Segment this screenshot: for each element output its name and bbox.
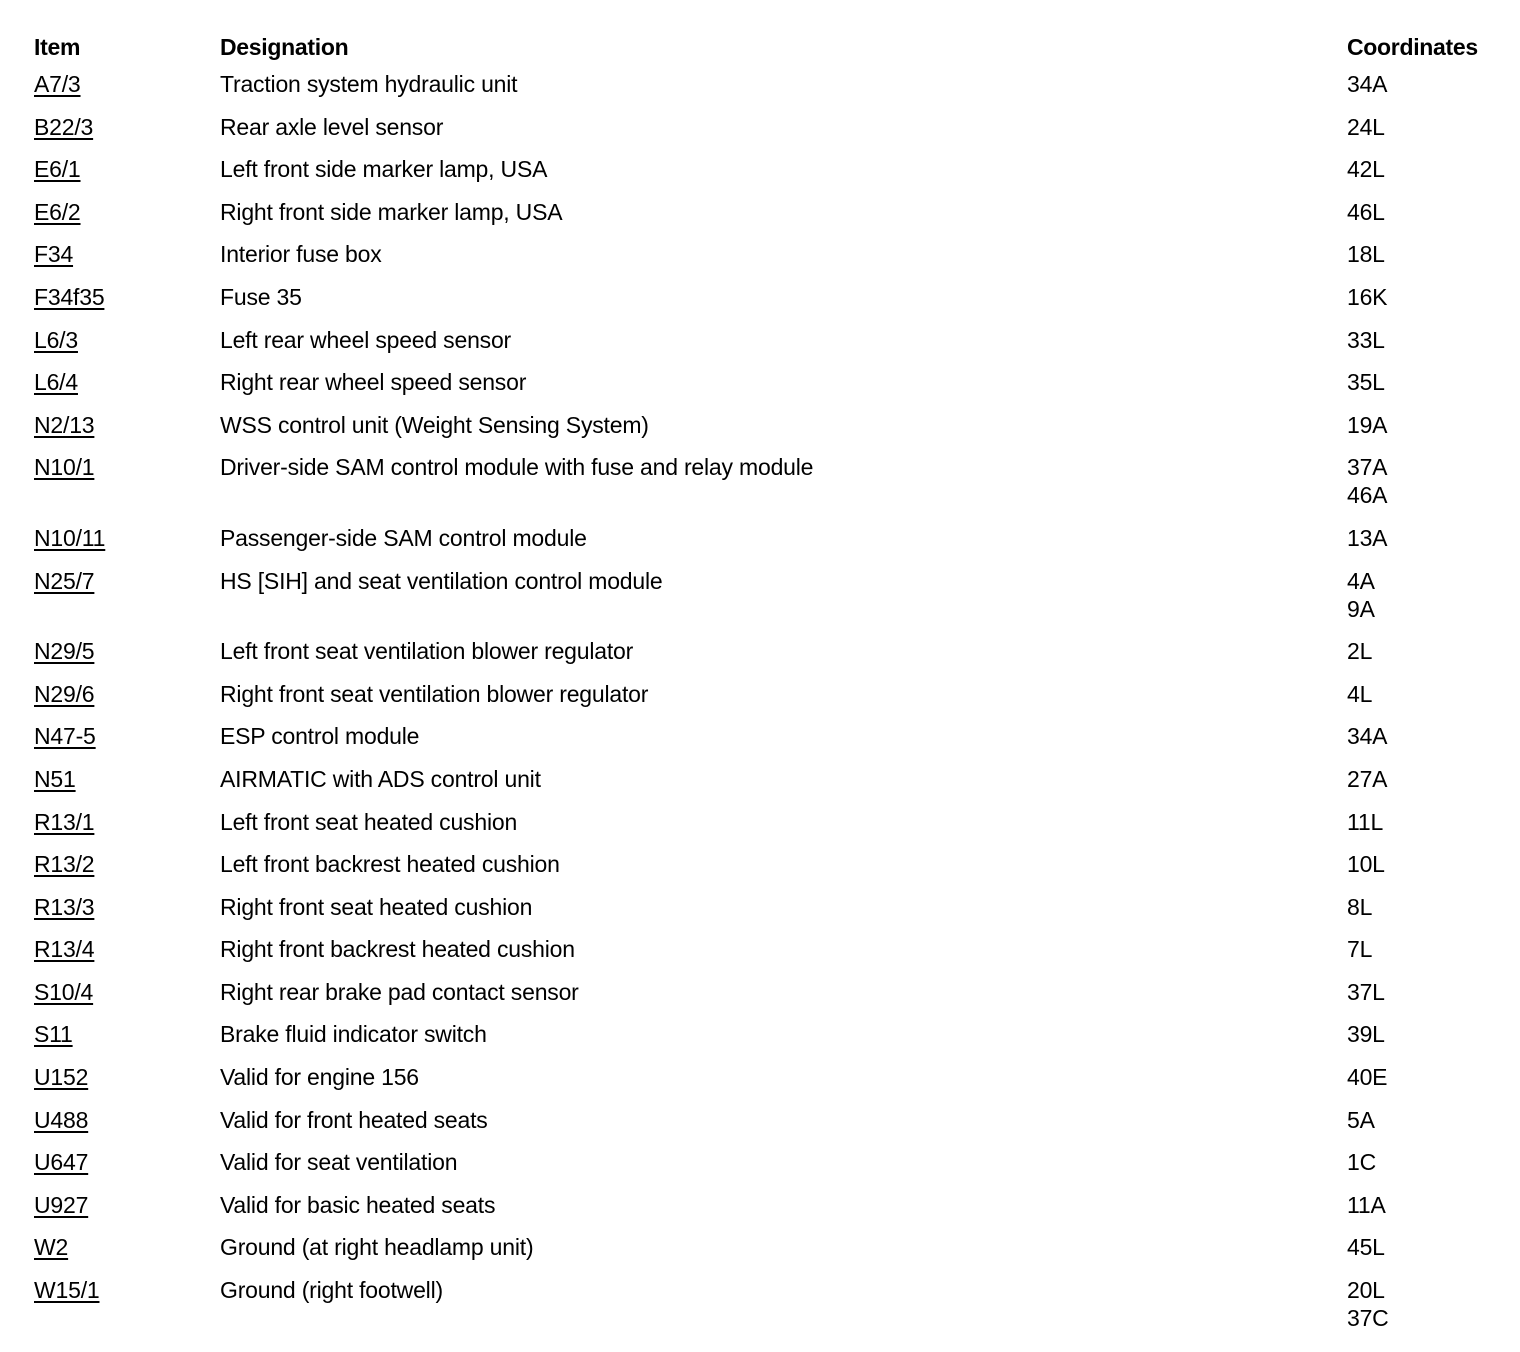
table-row: [34, 113, 1504, 156]
table-row: [34, 411, 1504, 454]
coordinate-value: 8L: [1347, 893, 1373, 920]
item-link[interactable]: N2/13: [34, 411, 95, 438]
designation-cell: Valid for seat ventilation: [220, 1149, 458, 1176]
coordinate-value: 35L: [1347, 369, 1385, 396]
coordinates-cell: [1347, 524, 1504, 567]
designation-cell: Right front seat ventilation blower regulator: [220, 680, 649, 707]
coordinates-cell: [1347, 326, 1504, 369]
table-row: [34, 567, 1504, 638]
coordinate-value: 37L: [1347, 978, 1385, 1005]
item-cell: [34, 808, 220, 851]
item-cell: [34, 1191, 220, 1234]
header-item: Item: [34, 34, 81, 60]
item-cell: [34, 722, 220, 765]
coordinates-cell: [1347, 893, 1504, 936]
item-link[interactable]: N51: [34, 765, 76, 792]
coordinates-cell: [1347, 567, 1504, 638]
coordinates-cell: [1347, 368, 1504, 411]
table-row: [34, 70, 1504, 113]
item-link[interactable]: F34: [34, 241, 74, 268]
coordinates-cell: [1347, 1106, 1504, 1149]
item-link[interactable]: E6/2: [34, 198, 81, 225]
item-link[interactable]: S11: [34, 1021, 73, 1048]
coordinate-value: 45L: [1347, 1234, 1385, 1261]
table-row: [34, 1020, 1504, 1063]
table-row: [34, 326, 1504, 369]
item-link[interactable]: R13/4: [34, 936, 95, 963]
item-cell: [34, 1148, 220, 1191]
coordinate-value: 24L: [1347, 113, 1385, 140]
coordinate-value: 33L: [1347, 326, 1385, 353]
coordinate-value: 11L: [1347, 808, 1384, 835]
coordinate-value: 11A: [1347, 1191, 1386, 1218]
item-cell: [34, 1106, 220, 1149]
designation-cell: WSS control unit (Weight Sensing System): [220, 411, 649, 438]
table-row: [34, 680, 1504, 723]
table-row: [34, 935, 1504, 978]
item-cell: [34, 1063, 220, 1106]
coordinate-value: 4L: [1347, 680, 1373, 707]
coordinate-value: 19A: [1347, 411, 1388, 438]
table-row: [34, 765, 1504, 808]
coordinate-value: 46A: [1347, 482, 1388, 509]
coordinates-cell: [1347, 935, 1504, 978]
table-row: [34, 1191, 1504, 1234]
item-link[interactable]: W2: [34, 1234, 69, 1261]
coordinates-cell: [1347, 1276, 1504, 1347]
coordinate-value: 10L: [1347, 851, 1385, 878]
table-row: [34, 155, 1504, 198]
coordinates-cell: [1347, 637, 1504, 680]
designation-cell: Ground (at right headlamp unit): [220, 1234, 534, 1261]
item-cell: [34, 453, 220, 524]
item-link[interactable]: U488: [34, 1106, 89, 1133]
coordinates-cell: [1347, 1191, 1504, 1234]
item-cell: [34, 113, 220, 156]
table-row: [34, 722, 1504, 765]
designation-cell: ESP control module: [220, 723, 420, 750]
table-row: [34, 1233, 1504, 1276]
item-link[interactable]: U152: [34, 1064, 89, 1091]
item-cell: [34, 893, 220, 936]
table-row: [34, 1106, 1504, 1149]
table-body: [34, 70, 1504, 1347]
designation-cell: Rear axle level sensor: [220, 113, 444, 140]
table-row: [34, 850, 1504, 893]
item-link[interactable]: N10/11: [34, 524, 106, 551]
designation-cell: Left front seat heated cushion: [220, 808, 518, 835]
item-link[interactable]: N10/1: [34, 454, 95, 481]
item-link[interactable]: S10/4: [34, 978, 94, 1005]
table-row: [34, 1063, 1504, 1106]
coordinate-value: 2L: [1347, 638, 1373, 665]
coordinates-cell: [1347, 1020, 1504, 1063]
table-row: [34, 240, 1504, 283]
coordinates-cell: [1347, 198, 1504, 241]
coordinates-cell: [1347, 850, 1504, 893]
item-link[interactable]: B22/3: [34, 113, 94, 140]
item-cell: [34, 1233, 220, 1276]
designation-cell: Left front side marker lamp, USA: [220, 156, 548, 183]
item-link[interactable]: U927: [34, 1191, 89, 1218]
designation-cell: Right rear brake pad contact sensor: [220, 978, 579, 1005]
item-cell: [34, 567, 220, 638]
table-row: [34, 893, 1504, 936]
table-row: [34, 1148, 1504, 1191]
coordinate-value: 46L: [1347, 198, 1385, 225]
item-link[interactable]: R13/1: [34, 808, 95, 835]
item-cell: [34, 935, 220, 978]
coordinate-value: 7L: [1347, 936, 1373, 963]
item-cell: [34, 283, 220, 326]
header-coordinates: Coordinates: [1347, 34, 1478, 60]
header-row: [34, 34, 1504, 70]
designation-cell: Right rear wheel speed sensor: [220, 369, 527, 396]
coordinate-value: 13A: [1347, 524, 1388, 551]
header-designation: Designation: [220, 34, 349, 60]
coordinate-value: 9A: [1347, 595, 1375, 622]
designation-cell: Left front backrest heated cushion: [220, 851, 560, 878]
item-link[interactable]: U647: [34, 1149, 89, 1176]
designation-cell: Valid for basic heated seats: [220, 1191, 496, 1218]
coordinate-value: 42L: [1347, 156, 1385, 183]
item-link[interactable]: E6/1: [34, 156, 81, 183]
coordinate-value: 1C: [1347, 1149, 1377, 1176]
item-link[interactable]: W15/1: [34, 1277, 100, 1304]
designation-cell: Brake fluid indicator switch: [220, 1021, 487, 1048]
coordinate-value: 27A: [1347, 765, 1388, 792]
coordinates-cell: [1347, 155, 1504, 198]
designation-cell: Traction system hydraulic unit: [220, 71, 518, 97]
designation-cell: Ground (right footwell): [220, 1277, 443, 1304]
table-row: [34, 808, 1504, 851]
coordinate-value: 37A: [1347, 454, 1388, 481]
table-row: [34, 637, 1504, 680]
coordinates-cell: [1347, 978, 1504, 1021]
component-legend-table: [34, 34, 1504, 1347]
item-link[interactable]: N29/5: [34, 638, 95, 665]
item-cell: [34, 240, 220, 283]
designation-cell: AIRMATIC with ADS control unit: [220, 765, 541, 792]
coordinates-cell: [1347, 283, 1504, 326]
item-link[interactable]: R13/3: [34, 893, 95, 920]
coordinates-cell: [1347, 1148, 1504, 1191]
coordinate-value: 20L: [1347, 1277, 1385, 1304]
designation-cell: HS [SIH] and seat ventilation control module: [220, 567, 663, 594]
coordinate-value: 34A: [1347, 71, 1388, 97]
item-cell: [34, 680, 220, 723]
item-cell: [34, 155, 220, 198]
designation-cell: Fuse 35: [220, 283, 302, 310]
designation-cell: Left front seat ventilation blower regulator: [220, 638, 634, 665]
coordinates-cell: [1347, 765, 1504, 808]
item-cell: [34, 411, 220, 454]
designation-cell: Right front backrest heated cushion: [220, 936, 575, 963]
coordinates-cell: [1347, 113, 1504, 156]
table-row: [34, 283, 1504, 326]
item-cell: [34, 637, 220, 680]
item-cell: [34, 198, 220, 241]
item-cell: [34, 368, 220, 411]
table-row: [34, 453, 1504, 524]
coordinate-value: 40E: [1347, 1064, 1388, 1091]
item-link[interactable]: R13/2: [34, 851, 95, 878]
designation-cell: Valid for engine 156: [220, 1064, 419, 1091]
item-link[interactable]: N47-5: [34, 723, 96, 750]
coordinates-cell: [1347, 1063, 1504, 1106]
item-cell: [34, 850, 220, 893]
table-row: [34, 524, 1504, 567]
coordinates-cell: [1347, 240, 1504, 283]
item-cell: [34, 1020, 220, 1063]
table-row: [34, 198, 1504, 241]
coordinate-value: 18L: [1347, 241, 1385, 268]
coordinates-cell: [1347, 1233, 1504, 1276]
designation-cell: Right front side marker lamp, USA: [220, 198, 563, 225]
item-cell: [34, 524, 220, 567]
item-link[interactable]: L6/3: [34, 326, 78, 353]
coordinates-cell: [1347, 722, 1504, 765]
table-row: [34, 978, 1504, 1021]
designation-cell: Valid for front heated seats: [220, 1106, 488, 1133]
coordinate-value: 34A: [1347, 723, 1388, 750]
item-link[interactable]: N25/7: [34, 567, 95, 594]
item-link[interactable]: L6/4: [34, 369, 78, 396]
coordinates-cell: [1347, 411, 1504, 454]
coordinate-value: 39L: [1347, 1021, 1385, 1048]
designation-cell: Left rear wheel speed sensor: [220, 326, 512, 353]
coordinate-value: 4A: [1347, 567, 1375, 594]
coordinates-cell: [1347, 453, 1504, 524]
item-cell: [34, 978, 220, 1021]
designation-cell: Right front seat heated cushion: [220, 893, 533, 920]
designation-cell: Interior fuse box: [220, 241, 382, 268]
designation-cell: Passenger-side SAM control module: [220, 524, 587, 551]
item-link[interactable]: A7/3: [34, 71, 81, 97]
coordinates-cell: [1347, 808, 1504, 851]
item-cell: [34, 70, 220, 113]
item-link[interactable]: F34f35: [34, 283, 105, 310]
coordinates-cell: [1347, 680, 1504, 723]
coordinate-value: 16K: [1347, 283, 1388, 310]
table-row: [34, 1276, 1504, 1347]
item-link[interactable]: N29/6: [34, 680, 95, 707]
coordinate-value: 5A: [1347, 1106, 1375, 1133]
coordinate-value: 37C: [1347, 1305, 1389, 1332]
item-cell: [34, 326, 220, 369]
item-cell: [34, 765, 220, 808]
item-cell: [34, 1276, 220, 1347]
designation-cell: Driver-side SAM control module with fuse and relay module: [220, 454, 814, 481]
table-row: [34, 368, 1504, 411]
coordinates-cell: [1347, 70, 1504, 113]
